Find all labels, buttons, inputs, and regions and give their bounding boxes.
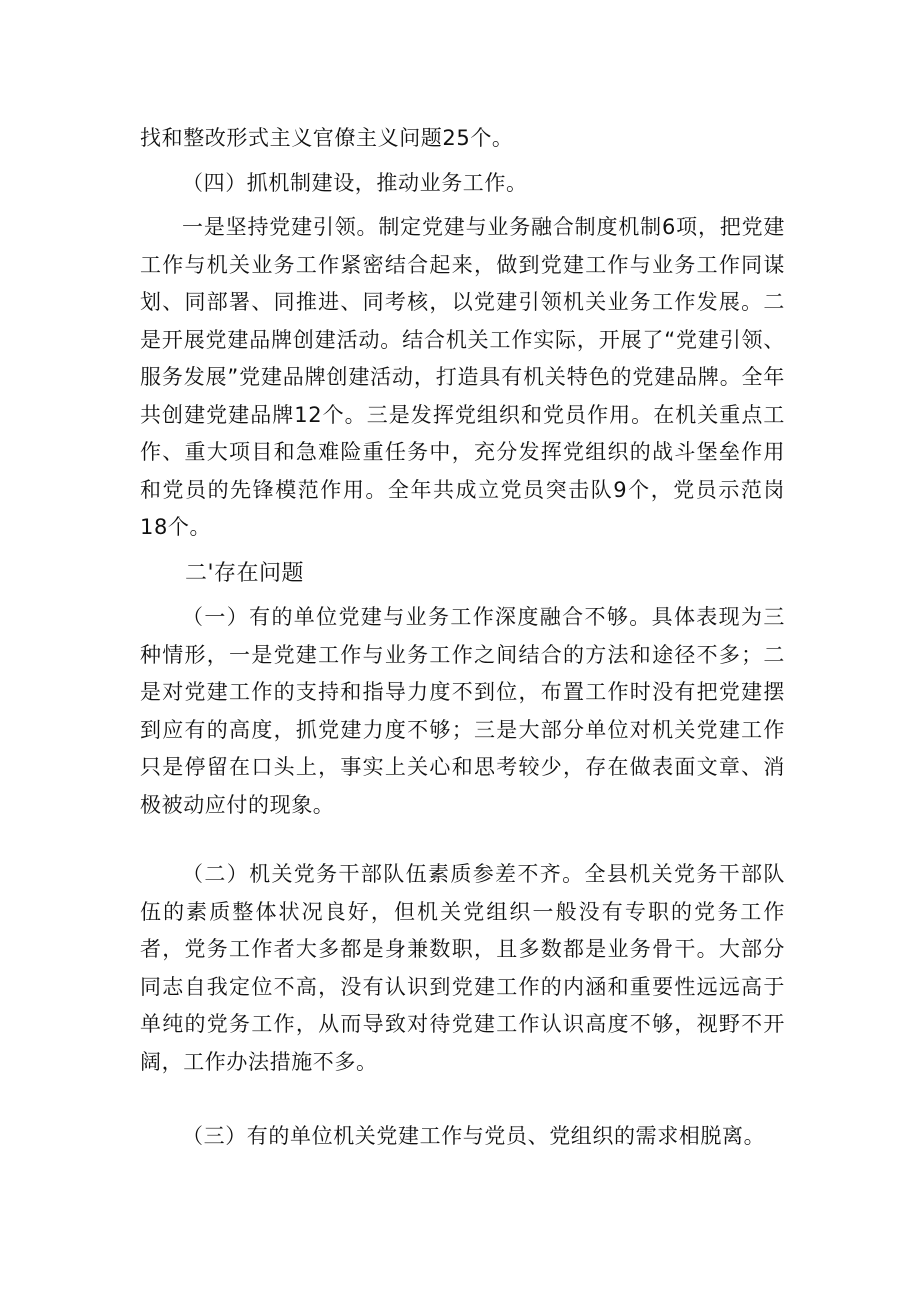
paragraph-problem-two: （二）机关党务干部队伍素质参差不齐。全县机关党务干部队伍的素质整体状况良好，但机关党组织一般没有专职的党务工作者，党务工作者大多都是身兼数职，且多数都是业务骨干。大部分同志自我定位不高，没有认识到党建工作的内涵和重要性远远高于单纯的党务工作，从而导致对待党建工作认识高度不够，视野不开阔，工作办法措施不多。 xyxy=(140,862,785,1074)
section-heading-problems: 二'存在问题 xyxy=(185,561,305,586)
paragraph-continuation: 找和整改形式主义官僚主义问题25个。 xyxy=(140,126,514,150)
paragraph-problem-three: （三）有的单位机关党建工作与党员、党组织的需求相脱离。 xyxy=(182,1124,766,1148)
paragraph-party-building-lead: 一是坚持党建引领。制定党建与业务融合制度机制6项，把党建工作与机关业务工作紧密结合起来，做到党建工作与业务工作同谋划、同部署、同推进、同考核，以党建引领机关业务工作发展。二是开展党建品牌创建活动。结合机关工作实际，开展了“党建引领、服务发展”党建品牌创建活动，打造具有机关特色的党建品牌。全年共创建党建品牌12个。三是发挥党组织和党员作用。在机关重点工作、重大项目和急难险重任务中，充分发挥党组织的战斗堡垒作用和党员的先锋模范作用。全年共成立党员突击队9个，党员示范岗18个。 xyxy=(140,215,785,539)
paragraph-problem-one: （一）有的单位党建与业务工作深度融合不够。具体表现为三种情形，一是党建工作与业务工作之间结合的方法和途径不多；二是对党建工作的支持和指导力度不到位，布置工作时没有把党建摆到应有的高度，抓党建力度不够；三是大部分单位对机关党建工作只是停留在口头上，事实上关心和思考较少，存在做表面文章、消极被动应付的现象。 xyxy=(140,605,785,817)
section-subheading-four: （四）抓机制建设，推动业务工作。 xyxy=(182,171,528,195)
